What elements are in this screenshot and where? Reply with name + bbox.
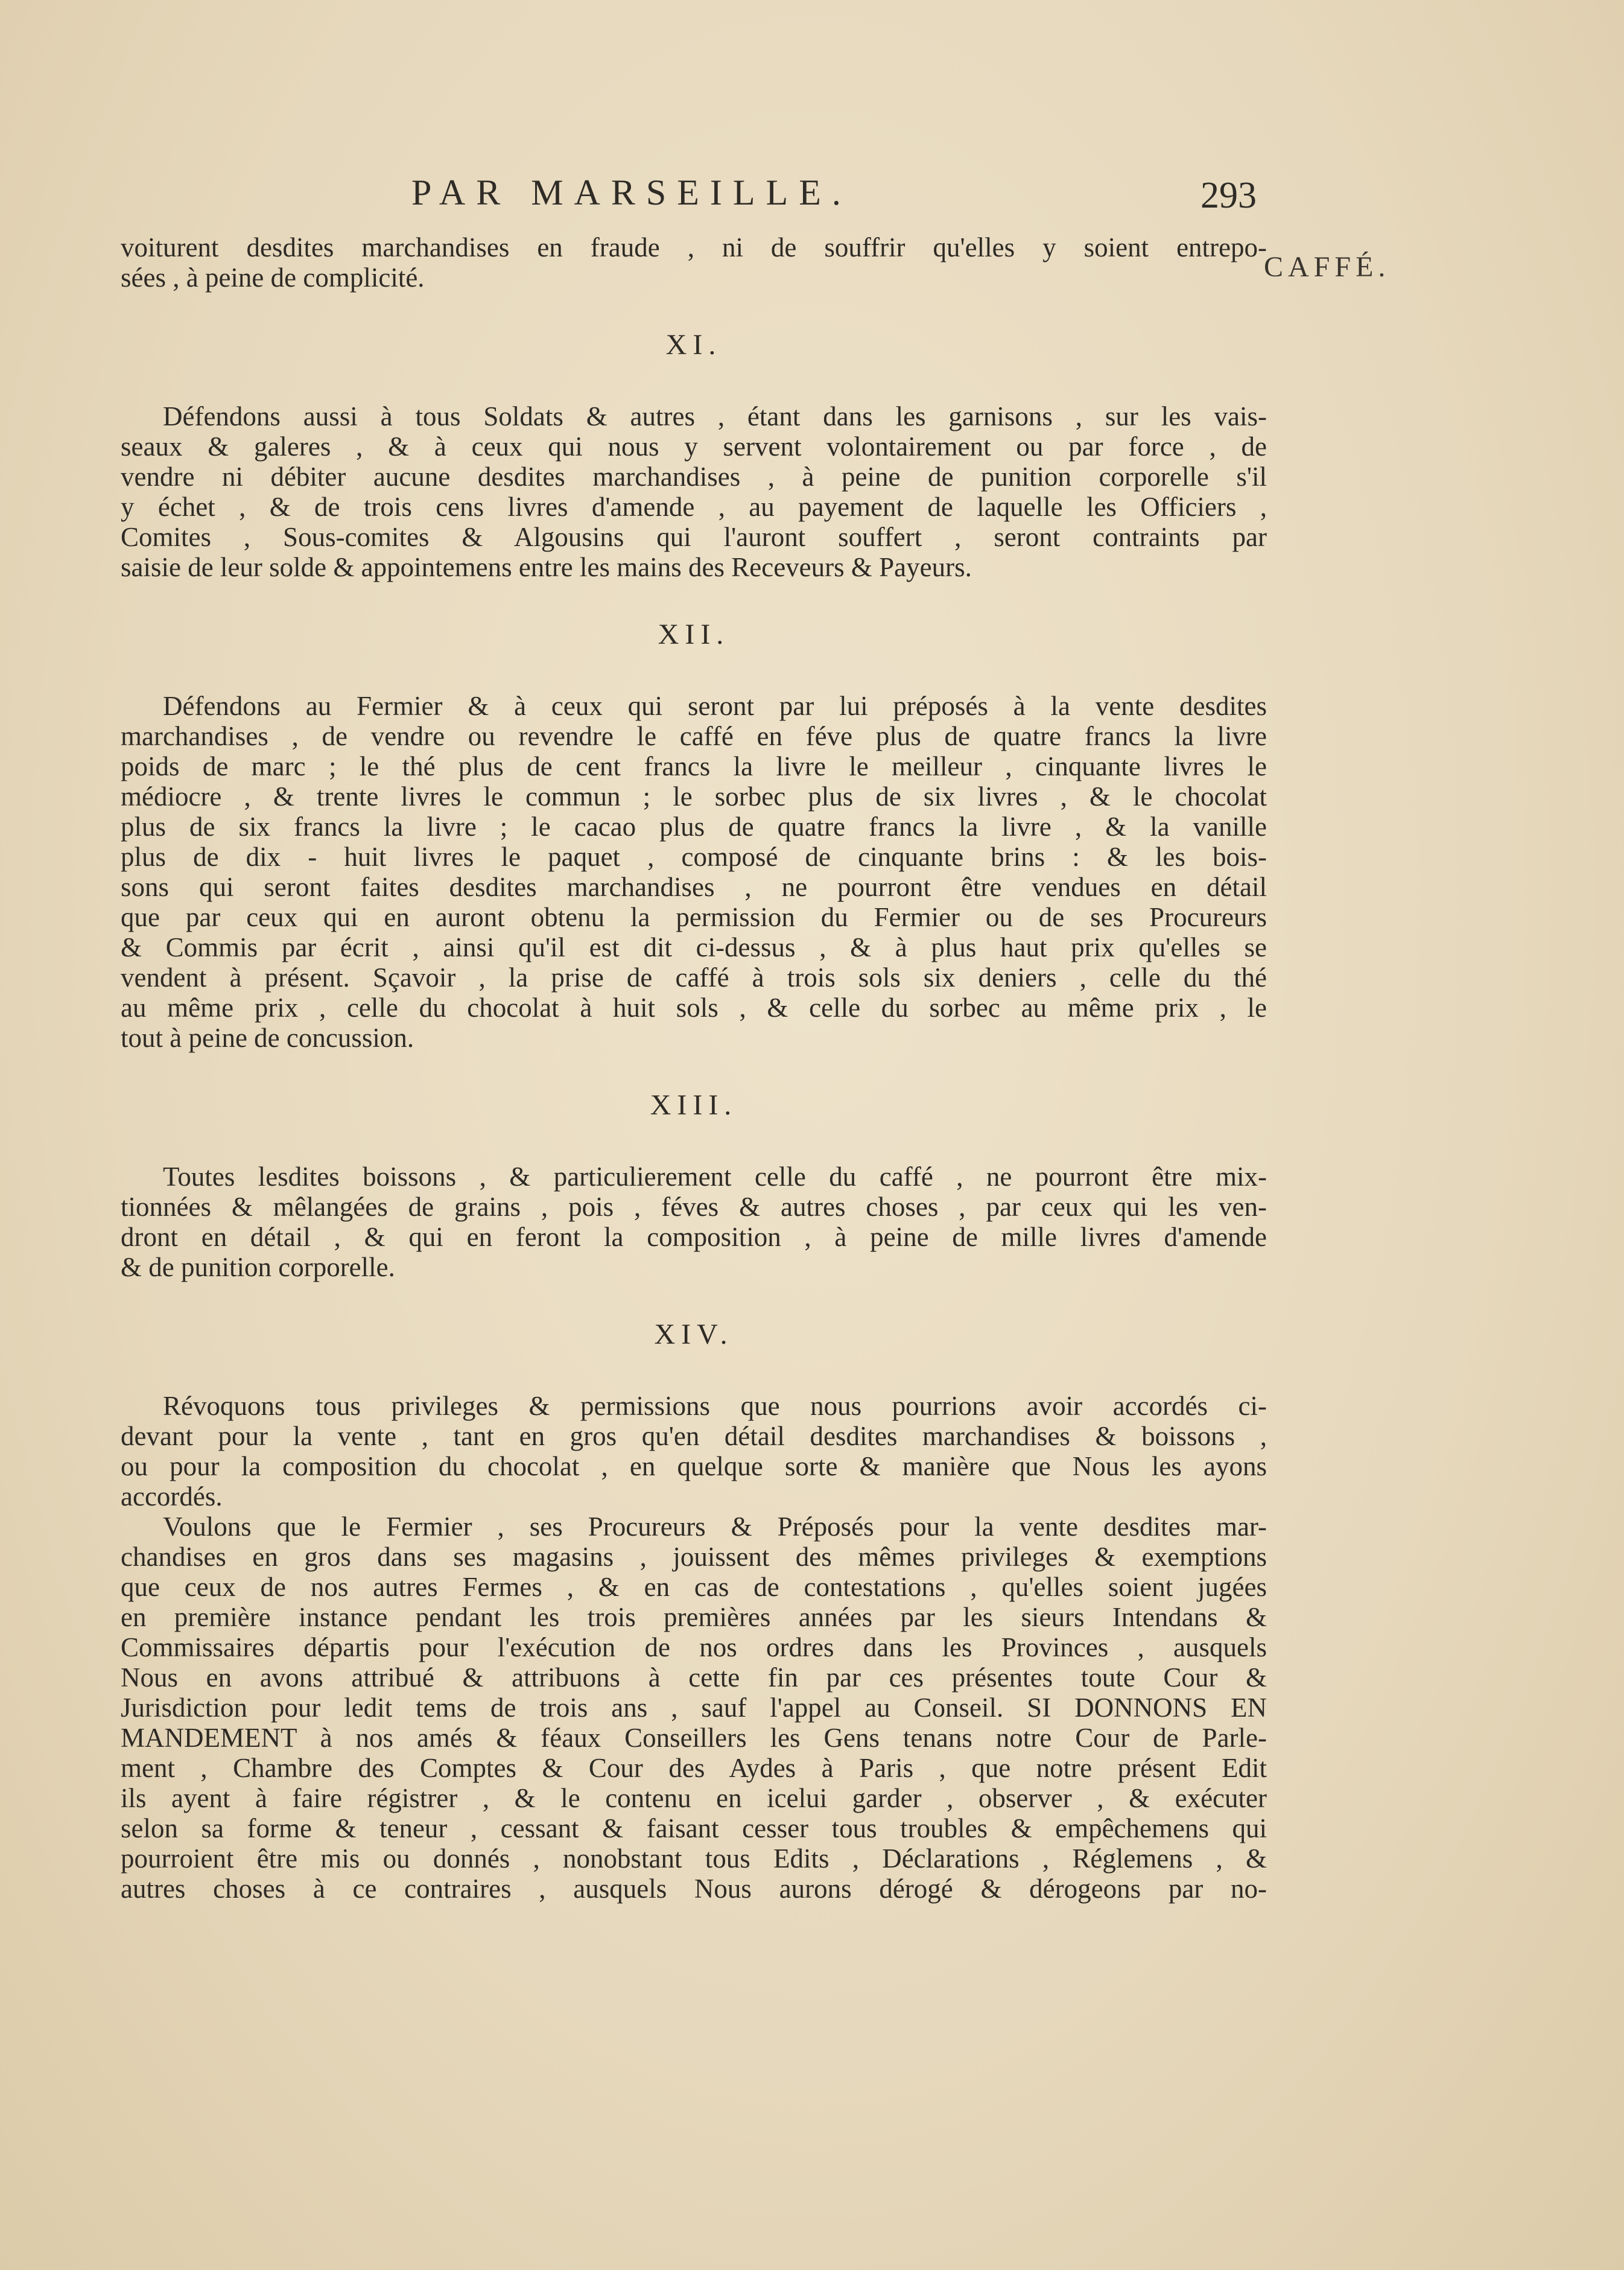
article-xiii: [121, 1162, 1267, 1282]
text-line: marchandises , de vendre ou revendre le caffé en féve plus de quatre francs la livre: [121, 721, 1267, 751]
text-line: & Commis par écrit , ainsi qu'il est dit ci-dessus , & à plus haut prix qu'elles se: [121, 932, 1267, 962]
text-line: selon sa forme & teneur , cessant & faisant cesser tous troubles & empêchemens qui: [121, 1813, 1267, 1843]
text-line: saisie de leur solde & appointemens entre les mains des Receveurs & Payeurs.: [121, 552, 972, 582]
text-line: ou pour la composition du chocolat , en quelque sorte & manière que Nous les ayons: [121, 1451, 1267, 1481]
text-line: Voulons que le Fermier , ses Procureurs & Préposés pour la vente desdites mar-: [163, 1512, 1267, 1542]
text-line: seaux & galeres , & à ceux qui nous y servent volontairement ou par force , de: [121, 431, 1267, 462]
text-line: Toutes lesdites boissons , & particulierement celle du caffé , ne pourront être mix-: [163, 1162, 1267, 1192]
article-heading-xii: XII.: [658, 618, 730, 650]
text-line: tout à peine de concussion.: [121, 1023, 414, 1053]
text-line: Nous en avons attribué & attribuons à cette fin par ces présentes toute Cour &: [121, 1662, 1267, 1693]
text-line: ils ayent à faire régistrer , & le contenu en icelui garder , observer , & exécuter: [121, 1783, 1267, 1813]
text-line: accordés.: [121, 1481, 223, 1512]
text-line: pourroient être mis ou donnés , nonobstant tous Edits , Déclarations , Réglemens , &: [121, 1843, 1267, 1874]
text-line: ment , Chambre des Comptes & Cour des Aydes à Paris , que notre présent Edit: [121, 1753, 1267, 1783]
article-heading-xiii: XIII.: [650, 1089, 738, 1121]
text-line: Défendons au Fermier & à ceux qui seront par lui préposés à la vente desdites: [163, 691, 1267, 721]
text-line: médiocre , & trente livres le commun ; le sorbec plus de six livres , & le chocolat: [121, 781, 1267, 812]
page-number: 293: [1201, 175, 1257, 216]
text-line: plus de six francs la livre ; le cacao plus de quatre francs la livre , & la vanille: [121, 812, 1267, 842]
running-title: PAR MARSEILLE.: [411, 173, 852, 212]
text-line: sons qui seront faites desdites marchandises , ne pourront être vendues en détail: [121, 872, 1267, 902]
text-line: & de punition corporelle.: [121, 1252, 395, 1282]
text-line: voiturent desdites marchandises en fraude , ni de souffrir qu'elles y soient entrepo-: [121, 232, 1267, 262]
margin-note: CAFFÉ.: [1264, 251, 1391, 283]
body-text: [121, 232, 1267, 1904]
text-line: en première instance pendant les trois premières années par les sieurs Intendans &: [121, 1602, 1267, 1632]
text-line: Révoquons tous privileges & permissions que nous pourrions avoir accordés ci-: [163, 1391, 1267, 1421]
page-header: [121, 172, 1267, 226]
text-line: sées , à peine de complicité.: [121, 262, 425, 293]
text-line: dront en détail , & qui en feront la composition , à peine de mille livres d'amende: [121, 1222, 1267, 1252]
text-line: au même prix , celle du chocolat à huit sols , & celle du sorbec au même prix , le: [121, 993, 1267, 1023]
article-xi: [121, 401, 1267, 582]
text-line: plus de dix - huit livres le paquet , composé de cinquante brins : & les bois-: [121, 842, 1267, 872]
text-line: que par ceux qui en auront obtenu la permission du Fermier ou de ses Procureurs: [121, 902, 1267, 932]
text-line: Comites , Sous-comites & Algousins qui l'auront souffert , seront contraints par: [121, 522, 1267, 552]
text-line: chandises en gros dans ses magasins , jouissent des mêmes privileges & exemptions: [121, 1542, 1267, 1572]
text-line: poids de marc ; le thé plus de cent francs la livre le meilleur , cinquante livres le: [121, 751, 1267, 781]
text-line: Défendons aussi à tous Soldats & autres , étant dans les garnisons , sur les vais-: [163, 401, 1267, 431]
text-line: devant pour la vente , tant en gros qu'en détail desdites marchandises & boissons ,: [121, 1421, 1267, 1451]
text-line: autres choses à ce contraires , ausquels Nous aurons dérogé & dérogeons par no-: [121, 1874, 1267, 1904]
text-line: vendre ni débiter aucune desdites marchandises , à peine de punition corporelle s'il: [121, 462, 1267, 492]
article-heading-xi: XI.: [665, 329, 722, 361]
article-heading-xiv: XIV.: [654, 1318, 734, 1350]
article-xiv: [121, 1391, 1267, 1904]
text-line: Commissaires départis pour l'exécution de nos ordres dans les Provinces , ausquels: [121, 1632, 1267, 1662]
text-line: que ceux de nos autres Fermes , & en cas de contestations , qu'elles soient jugées: [121, 1572, 1267, 1602]
text-line: Jurisdiction pour ledit tems de trois ans , sauf l'appel au Conseil. SI DONNONS EN: [121, 1693, 1267, 1723]
text-line: tionnées & mêlangées de grains , pois , féves & autres choses , par ceux qui les ven-: [121, 1192, 1267, 1222]
text-line: MANDEMENT à nos amés & féaux Conseillers les Gens tenans notre Cour de Parle-: [121, 1723, 1267, 1753]
text-line: vendent à présent. Sçavoir , la prise de caffé à trois sols six deniers , celle du thé: [121, 962, 1267, 993]
article-xii: [121, 691, 1267, 1053]
text-line: y échet , & de trois cens livres d'amende , au payement de laquelle les Officiers ,: [121, 492, 1267, 522]
